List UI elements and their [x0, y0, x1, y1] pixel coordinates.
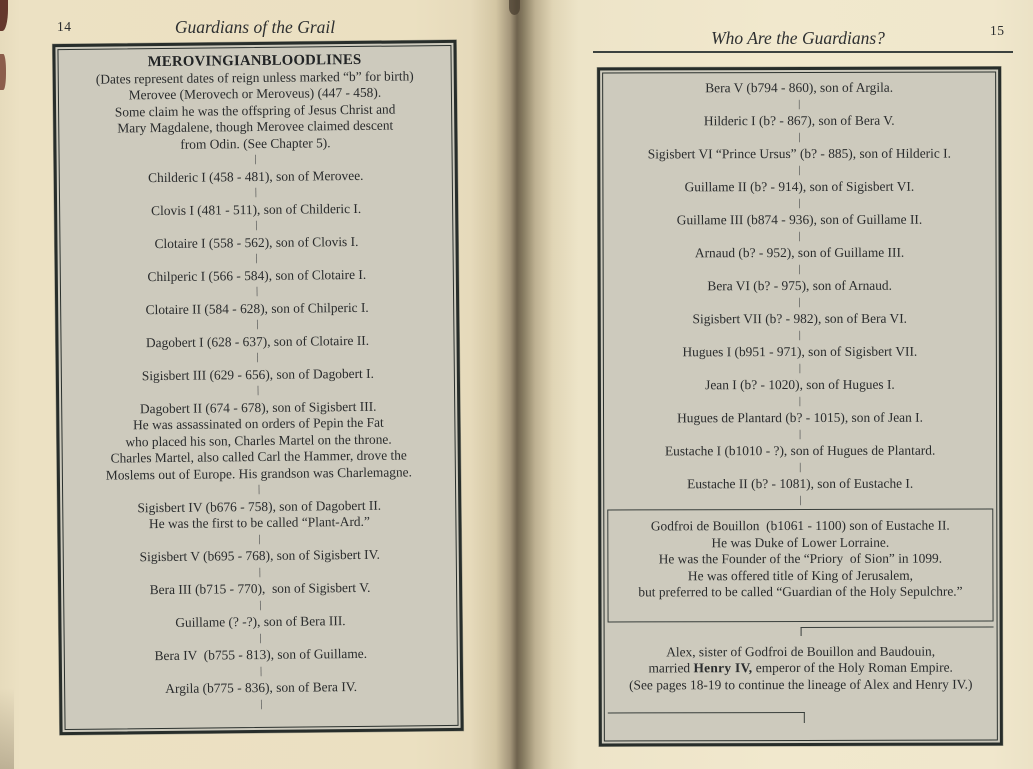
lineage-entry: Sigisbert VI “Prince Ursus” (b? - 885), son of Hilderic I.	[647, 145, 951, 162]
descent-connector: |	[798, 98, 801, 110]
page-corner-shadow	[0, 688, 14, 769]
lineage-entry: Clovis I (481 - 511), son of Childeric I.	[151, 200, 362, 218]
note-line: from Odin. (See Chapter 5).	[180, 134, 331, 152]
lineage-entry: Sigisbert V (b695 - 768), son of Sigisbert IV.	[139, 546, 380, 565]
bloodline-chart-inner-left	[57, 45, 458, 730]
lineage-entry: Guillame II (b? - 914), son of Sigisbert VI.	[684, 178, 915, 195]
bloodline-chart-inner-right	[602, 71, 998, 741]
descent-connector: |	[798, 164, 801, 176]
note-line: Mary Magdalene, though Merovee claimed descent	[117, 117, 394, 136]
descent-connector: |	[799, 494, 802, 506]
note-line: Some claim he was the offspring of Jesus Christ and	[114, 101, 396, 119]
descent-connector: |	[255, 219, 258, 232]
note-line: He was offered title of King of Jerusalem,	[687, 567, 914, 583]
descent-connector: |	[258, 533, 261, 545]
note-line: He was Duke of Lower Lorraine.	[711, 534, 890, 550]
alex-henry-note	[605, 643, 997, 694]
note-line: Godfroi de Bouillon (b1061 - 1100) son of Eustache II.	[650, 517, 950, 534]
lineage-entry: Bera III (b715 - 770), son of Sigisbert V.	[149, 579, 371, 598]
descent-connector: |	[254, 187, 258, 199]
descent-connector: |	[258, 566, 262, 578]
note-line: (Dates represent dates of reign unless marked “b” for birth)	[95, 67, 414, 87]
lineage-entry: Eustache II (b? - 1081), son of Eustache I.	[687, 475, 914, 492]
descent-connector: |	[255, 252, 258, 265]
note-line: married Henry IV, emperor of the Holy Roman Empire.	[648, 659, 953, 676]
descent-connector: |	[259, 599, 262, 611]
descent-connector: |	[798, 131, 801, 143]
note-line: He was the Founder of the “Priory of Sion” in 1099.	[658, 550, 943, 567]
note-line: Alex, sister of Godfroi de Bouillon and Baudouin,	[666, 643, 936, 659]
lineage-entry: Jean I (b? - 1020), son of Hugues I.	[705, 376, 895, 393]
lineage-entry: Hilderic I (b? - 867), son of Bera V.	[703, 112, 895, 129]
lineage-entry: Dagobert I (628 - 637), son of Clotaire II.	[145, 332, 370, 350]
lineage-bracket-left	[608, 712, 805, 724]
lineage-entry: Chilperic I (566 - 584), son of Clotaire I.	[147, 266, 367, 284]
lineage-entry: Sigisbert IV (b676 - 758), son of Dagobert II.	[137, 497, 382, 515]
header-rule	[593, 51, 1013, 53]
lineage-entry: Sigisbert VII (b? - 982), son of Bera VI.	[692, 310, 908, 327]
lineage-entry: Guillame (? -?), son of Bera III.	[175, 613, 346, 630]
note-line: Moslems out of Europe. His grandson was Charlemagne.	[105, 463, 412, 483]
page-edge-stain-top	[0, 0, 8, 31]
lineage-entry: Bera IV (b755 - 813), son of Guillame.	[154, 645, 368, 664]
page-number-right: 15	[990, 23, 1005, 38]
lineage-entry: Bera V (b794 - 860), son of Argila.	[705, 79, 894, 96]
lineage-entry: Guillame III (b874 - 936), son of Guillame II.	[676, 211, 923, 228]
lineage-entry: Clotaire II (584 - 628), son of Chilperic I.	[145, 299, 369, 317]
lineage-entry: Sigisbert III (629 - 656), son of Dagobert I.	[141, 365, 374, 383]
descent-connector: |	[798, 230, 801, 242]
note-line: He was assassinated on orders of Pepin the Fat	[132, 414, 384, 433]
lineage-list-left	[59, 51, 458, 715]
descent-connector: |	[798, 362, 801, 374]
bloodline-chart-frame-right	[597, 66, 1003, 746]
godfroi-text	[612, 518, 988, 601]
note-line: but preferred to be called “Guardian of the Holy Sepulchre.”	[638, 583, 963, 600]
page-number-left: 14	[57, 19, 72, 34]
note-line: who placed his son, Charles Martel on the throne.	[125, 431, 392, 449]
running-header-right: Who Are the Guardians?	[711, 28, 885, 48]
chart-title: MEROVINGIAN BLOODLINES	[147, 51, 362, 71]
descent-connector: |	[259, 665, 263, 677]
lineage-entry: Arnaud (b? - 952), son of Guillame III.	[694, 244, 905, 261]
descent-connector: |	[256, 384, 260, 397]
lineage-entry: Clotaire I (558 - 562), son of Clovis I.	[154, 233, 359, 251]
descent-connector: |	[256, 351, 259, 364]
lineage-bracket-right	[801, 626, 994, 636]
descent-connector: |	[799, 461, 802, 473]
note-line: Merovee (Merovech or Meroveus) (447 - 458).	[128, 84, 382, 103]
lineage-entry: Bera VI (b? - 975), son of Arnaud.	[707, 277, 892, 294]
descent-connector: |	[798, 197, 801, 209]
running-header-left: Guardians of the Grail	[174, 17, 336, 37]
descent-connector: |	[255, 285, 259, 298]
descent-connector: |	[256, 318, 259, 331]
lineage-entry: Hugues de Plantard (b? - 1015), son of Jean I.	[677, 409, 923, 426]
descent-connector: |	[798, 296, 801, 308]
note-line: Charles Martel, also called Carl the Hammer, drove the	[110, 447, 407, 466]
book-spine-shadow	[509, 0, 520, 15]
lineage-entry: Childeric I (458 - 481), son of Merovee.	[148, 167, 364, 185]
lineage-entry: Hugues I (b951 - 971), son of Sigisbert VII.	[682, 343, 918, 360]
lineage-entry: Argila (b775 - 836), son of Bera IV.	[165, 678, 358, 696]
descent-connector: |	[798, 428, 802, 440]
descent-connector: |	[798, 263, 801, 275]
lineage-entry: Dagobert II (674 - 678), son of Sigisbert III.	[139, 398, 377, 416]
godfroi-highlight-box	[607, 508, 993, 622]
descent-connector: |	[260, 698, 263, 710]
lineage-entry: Eustache I (b1010 - ?), son of Hugues de Plantard.	[664, 442, 936, 459]
descent-connector: |	[798, 395, 802, 407]
page-edge-stain-mid	[0, 54, 6, 90]
note-line: (See pages 18-19 to continue the lineage of Alex and Henry IV.)	[629, 676, 973, 692]
descent-connector: |	[257, 483, 261, 496]
descent-connector: |	[798, 329, 801, 341]
descent-connector: |	[254, 154, 257, 166]
lineage-list-right	[603, 79, 996, 509]
note-line: He was the first to be called “Plant-Ard.”	[148, 513, 370, 532]
descent-connector: |	[259, 632, 262, 644]
bloodline-chart-frame-left	[52, 40, 463, 735]
